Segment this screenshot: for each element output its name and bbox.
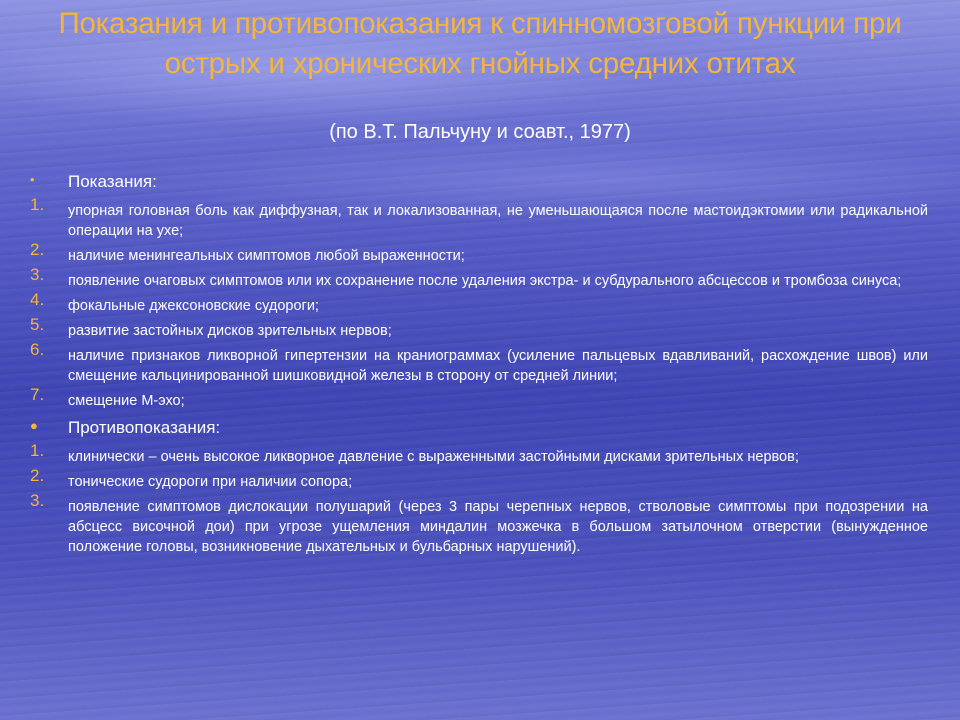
list-item-number: 1. <box>30 441 45 460</box>
list-item-text: упорная головная боль как диффузная, так и локализованная, не уменьшающаяся после мастоидэктомии или радикальной операции на ухе; <box>68 203 928 239</box>
list-item-text: наличие признаков ликворной гипертензии на краниограммах (усиление пальцевых вдавливаний, расхождение швов) или смещение кальцинированной шишковидной железы в сторону от средней линии; <box>68 348 928 384</box>
list-item-number: 3. <box>30 491 45 510</box>
list-item-number: 7. <box>30 385 45 404</box>
list-item <box>30 466 928 492</box>
list-item-text: смещение М-эхо; <box>68 393 185 409</box>
list-item-text: фокальные джексоновские судороги; <box>68 298 319 314</box>
bullet-icon: ● <box>30 418 38 433</box>
list-item-number: 5. <box>30 315 45 334</box>
list-item-number: 1. <box>30 195 45 214</box>
list-item <box>30 290 928 316</box>
list-item-number: 3. <box>30 265 45 284</box>
list-item-number: 2. <box>30 466 45 485</box>
contraindications-list <box>30 441 928 557</box>
indications-header-label: Показания: <box>68 172 157 191</box>
contraindications-header-label: Противопоказания: <box>68 418 221 437</box>
contraindications-header <box>30 416 928 440</box>
list-item-text: тонические судороги при наличии сопора; <box>68 474 353 490</box>
indications-list <box>30 195 928 411</box>
slide-title: Показания и противопоказания к спинномозговой пункции при острых и хронических гнойных средних отитах <box>58 7 902 80</box>
list-item <box>30 195 928 241</box>
list-item-text: развитие застойных дисков зрительных нервов; <box>68 323 392 339</box>
list-item-number: 2. <box>30 240 45 259</box>
list-item-text: клинически – очень высокое ликворное давление с выраженными застойными дисками зрительных нервов; <box>68 449 799 465</box>
list-item <box>30 441 928 467</box>
list-item <box>30 315 928 341</box>
list-item-number: 4. <box>30 290 45 309</box>
bullet-icon: • <box>30 172 35 187</box>
list-item <box>30 340 928 386</box>
indications-header <box>30 170 928 194</box>
list-item <box>30 491 928 557</box>
list-item-text: наличие менингеальных симптомов любой выраженности; <box>68 248 465 264</box>
list-item-number: 6. <box>30 340 45 359</box>
list-item-text: появление очаговых симптомов или их сохранение после удаления экстра- и субдурального абсцессов и тромбоза синуса; <box>68 273 902 289</box>
list-item <box>30 265 928 291</box>
slide-subtitle: (по В.Т. Пальчуну и соавт., 1977) <box>329 121 631 143</box>
list-item-text: появление симптомов дислокации полушарий (через 3 пары черепных нервов, стволовые симптомы при подозрении на абсцесс височной дои) при угрозе ущемления миндалин мозжечка в большом затылочном отверстии (вынужденное положение головы, возникновение дыхательных и бульбарных нарушений). <box>68 499 928 555</box>
list-item <box>30 385 928 411</box>
list-item <box>30 240 928 266</box>
slide-content <box>30 170 928 562</box>
